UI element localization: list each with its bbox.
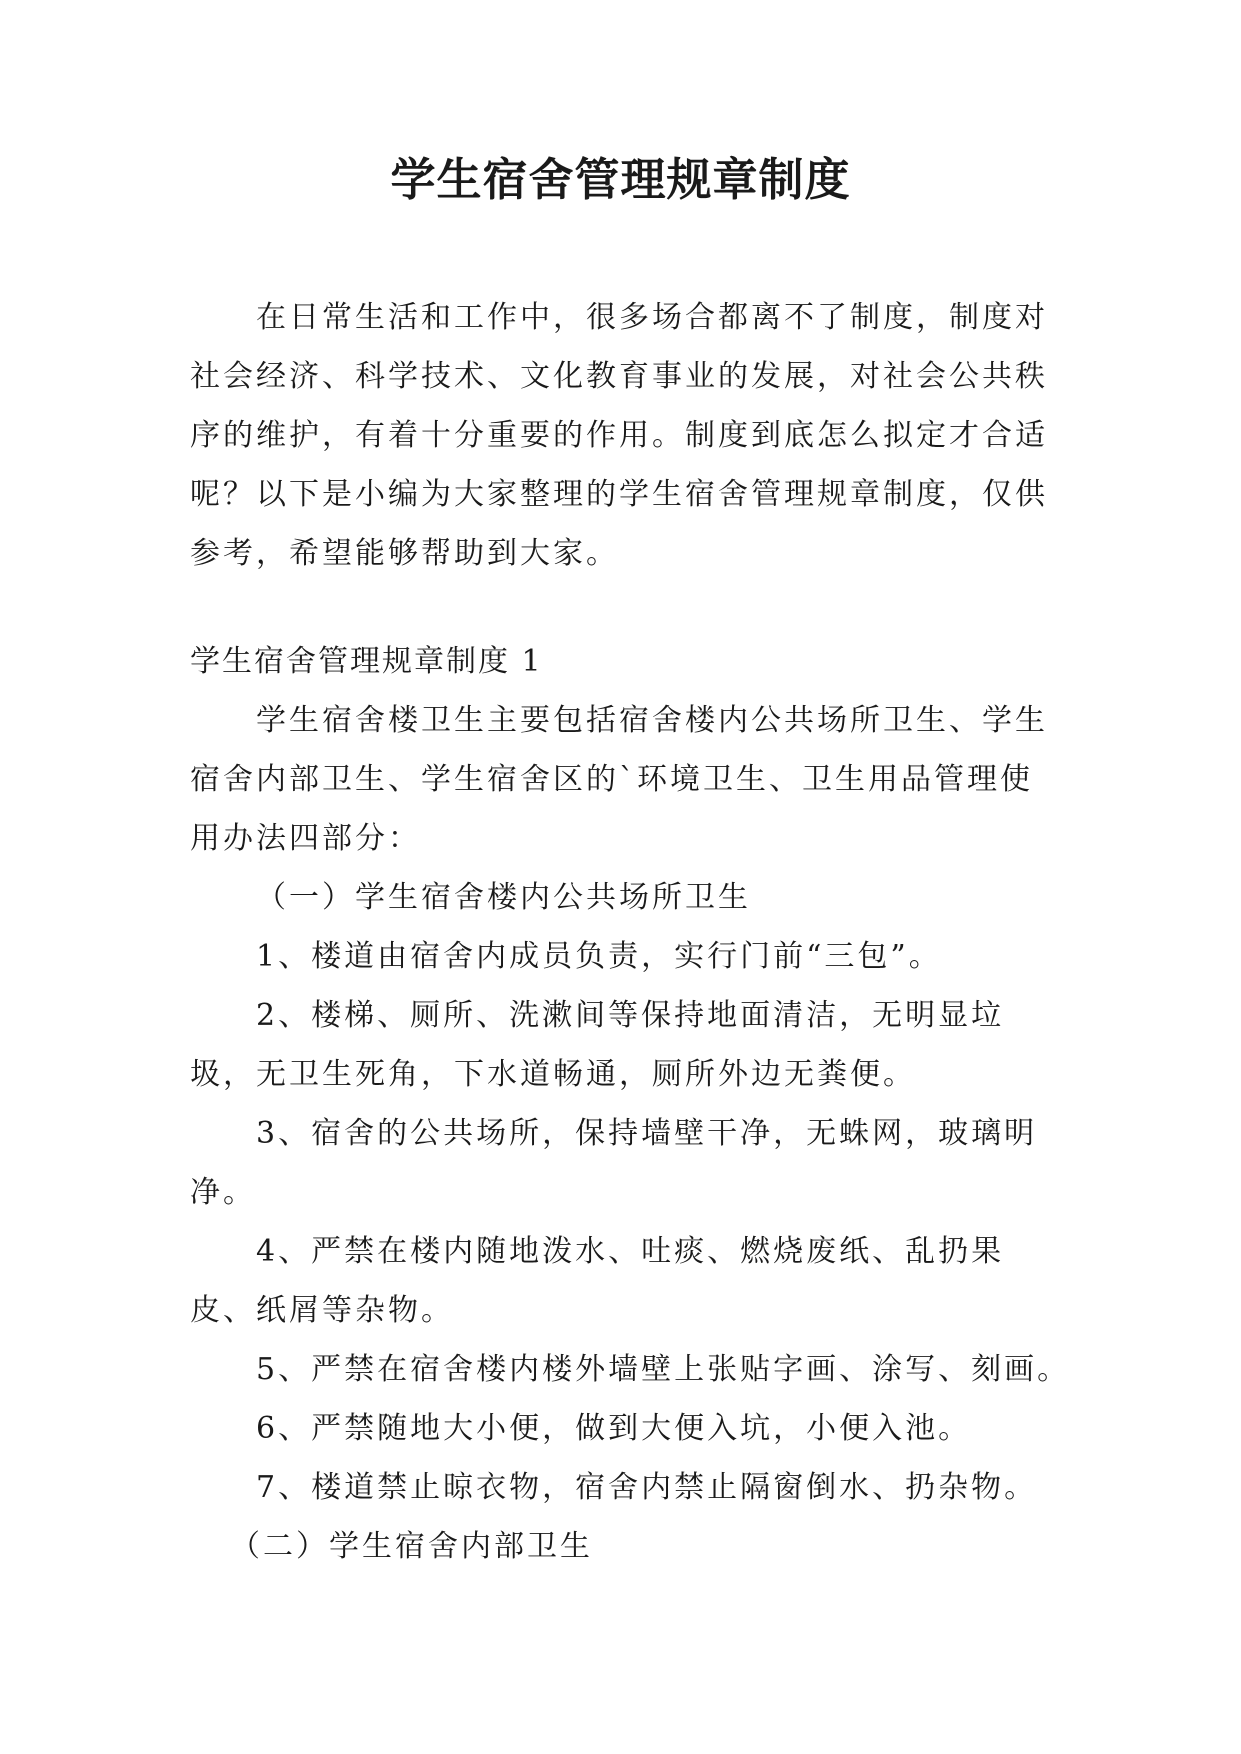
- document-title: 学生宿舍管理规章制度: [390, 153, 851, 206]
- subsection-heading-1: （一）学生宿舍楼内公共场所卫生: [256, 880, 751, 915]
- section-intro-paragraph: 学生宿舍楼卫生主要包括宿舍楼内公共场所卫生、学生宿舍内部卫生、学生宿舍区的`环境卫生、卫生用品管理使用办法四部分：: [190, 703, 1048, 856]
- list-item: 4、严禁在楼内随地泼水、吐痰、燃烧废纸、乱扔果皮、纸屑等杂物。: [190, 1234, 1005, 1328]
- list-item: 7、楼道禁止晾衣物，宿舍内禁止隔窗倒水、扔杂物。: [256, 1470, 1038, 1505]
- list-item: 2、楼梯、厕所、洗漱间等保持地面清洁，无明显垃圾，无卫生死角，下水道畅通，厕所外边无粪便。: [190, 998, 1005, 1092]
- subsection-heading-2: （二）学生宿舍内部卫生: [230, 1529, 593, 1564]
- list-item: 1、楼道由宿舍内成员负责，实行门前“三包”。: [256, 939, 942, 974]
- section-content: [190, 691, 1071, 1576]
- section-heading: 学生宿舍管理规章制度 1: [190, 644, 543, 679]
- list-item: 3、宿舍的公共场所，保持墙壁干净，无蛛网，玻璃明净。: [190, 1116, 1038, 1210]
- intro-paragraph: 在日常生活和工作中，很多场合都离不了制度，制度对社会经济、科学技术、文化教育事业的发展，对社会公共秩序的维护，有着十分重要的作用。制度到底怎么拟定才合适呢？以下是小编为大家整理的学生宿舍管理规章制度，仅供参考，希望能够帮助到大家。: [190, 300, 1048, 571]
- list-item: 5、严禁在宿舍楼内楼外墙壁上张贴字画、涂写、刻画。: [256, 1352, 1071, 1387]
- list-item: 6、严禁随地大小便，做到大便入坑，小便入池。: [256, 1411, 972, 1446]
